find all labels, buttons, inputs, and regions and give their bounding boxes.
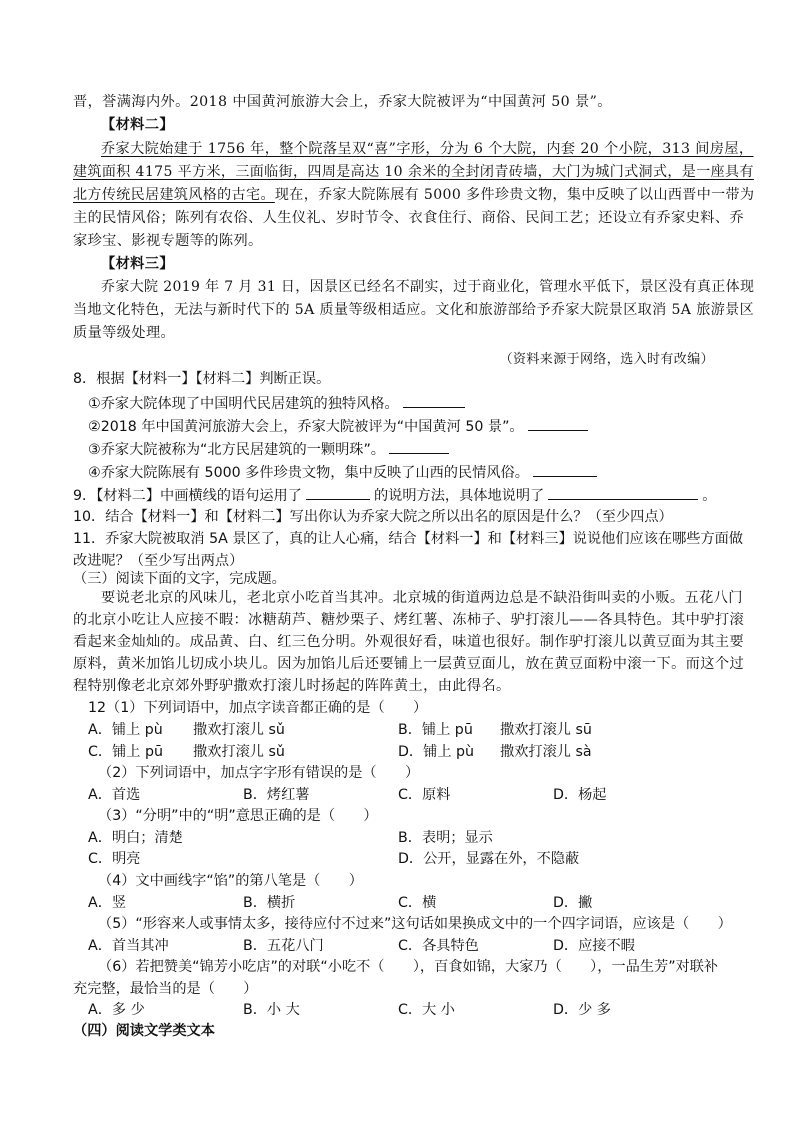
- option-a[interactable]: A．首选: [88, 787, 141, 803]
- material1-tail: 晋，誉满海内外。2018 中国黄河旅游大会上，乔家大院被评为“中国黄河 50 景”。: [73, 94, 612, 110]
- option-a[interactable]: A．首当其冲: [88, 938, 169, 954]
- passage-line: 原料，黄米加馅儿切成小块儿。因为加馅儿后还要铺上一层黄豆面儿，放在黄豆面粉中滚一下。而这个过: [73, 656, 745, 672]
- option-text: 铺上 pū: [421, 722, 473, 738]
- q8-item: [88, 462, 597, 483]
- option-b[interactable]: B．横折: [243, 895, 296, 911]
- q8-item: [88, 439, 449, 460]
- option-d[interactable]: D．应接不暇: [553, 938, 635, 954]
- option-d[interactable]: D．少 多: [553, 1002, 611, 1018]
- material2-line: 主的民情风俗；陈列有农俗、人生仪礼、岁时节令、衣食住行、商俗、民间工艺；还设立有乔家史料、乔: [73, 210, 745, 226]
- option-d-second: 撒欢打滚儿 sà: [500, 744, 592, 760]
- section3-heading: （三）阅读下面的文字，完成题。: [73, 571, 286, 587]
- q12-5-stem: （5）“形容来人或事情太多，接待应付不过来”这句话如果换成文中的一个四字词语，应该是（ ）: [98, 916, 732, 932]
- q10: 10．结合【材料一】和【材料二】写出你认为乔家大院之所以出名的原因是什么？（至少四点）: [73, 509, 673, 525]
- option-letter: C．: [88, 744, 113, 760]
- q12-1-stem: 12（1）下列词语中，加点字读音都正确的是（ ）: [88, 700, 428, 716]
- option-text: 铺上 pù: [423, 744, 475, 760]
- material2-line: [73, 185, 754, 205]
- q8-item-text: ②2018 年中国黄河旅游大会上，乔家大院被评为“中国黄河 50 景”。: [88, 419, 524, 435]
- q8-item-text: ④乔家大院陈展有 5000 多件珍贵文物，集中反映了山西的民情风俗。: [88, 465, 529, 481]
- material2-underlined-line: 北方传统民居建筑风格的古宅。: [73, 187, 275, 203]
- passage-line: 的北京小吃让人应接不暇：冰糖葫芦、糖炒栗子、烤红薯、冻柿子、驴打滚儿——各具特色。其中驴打滚: [73, 612, 745, 628]
- q9-text: 。: [702, 488, 717, 504]
- option-b[interactable]: B．烤红薯: [243, 787, 310, 803]
- option-c[interactable]: [88, 742, 163, 762]
- answer-blank[interactable]: [403, 393, 465, 408]
- q8-item-text: ③乔家大院被称为“北方民居建筑的一颗明珠”。: [88, 442, 385, 458]
- q8-stem: 8．根据【材料一】【材料二】判断正误。: [73, 371, 331, 387]
- material2-header: 【材料二】: [101, 117, 174, 133]
- material2-line3-rest: 现在，乔家大院陈展有 5000 多件珍贵文物，集中反映了以山西晋中一带为: [274, 187, 755, 203]
- material2-underlined-line: 乔家大院始建于 1756 年，整个院落呈双“喜”字形，分为 6 个大院，内套 20 个小院，313 间房屋，: [101, 141, 754, 157]
- option-letter: A．: [88, 722, 112, 738]
- passage-line: 程特别像老北京郊外野驴撒欢打滚儿时扬起的阵阵黄土，由此得名。: [73, 678, 511, 694]
- q12-6-stem-line: 充完整，最恰当的是（ ）: [73, 981, 258, 997]
- option-c[interactable]: C．明亮: [88, 851, 141, 867]
- option-letter: B．: [398, 722, 422, 738]
- material3-line: 质量等级处理。: [73, 325, 176, 341]
- option-d[interactable]: D．撇: [553, 895, 593, 911]
- option-c[interactable]: C．原料: [398, 787, 451, 803]
- q8-item-text: ①乔家大院体现了中国明代民居建筑的独特风格。: [88, 396, 399, 412]
- option-text: 铺上 pù: [111, 722, 163, 738]
- answer-blank[interactable]: [548, 485, 698, 500]
- option-c[interactable]: C．横: [398, 895, 437, 911]
- material-source: （资料来源于网络，选入时有改编）: [499, 352, 714, 367]
- option-c[interactable]: C．各具特色: [398, 938, 479, 954]
- option-a[interactable]: A．明白；清楚: [88, 830, 183, 846]
- q8-item: [88, 416, 588, 437]
- option-b[interactable]: B．五花八门: [243, 938, 324, 954]
- q12-6-stem-line: （6）若把赞美“锦芳小吃店”的对联“小吃不（ ），百食如锦，大家乃（ ），一品生芳”对联补: [98, 959, 719, 975]
- material3-line: 乔家大院 2019 年 7 月 31 日，因景区已经名不副实，过于商业化，管理水平低下，景区没有真正体现: [101, 279, 755, 295]
- passage-line: 要说老北京的风味儿，老北京小吃首当其冲。北京城的街道两边总是不缺沿街叫卖的小贩。五花八门: [101, 590, 743, 606]
- option-a[interactable]: A．多 少: [88, 1002, 145, 1018]
- answer-blank[interactable]: [528, 416, 588, 431]
- option-c[interactable]: C．大 小: [398, 1002, 455, 1018]
- option-a[interactable]: [88, 720, 163, 740]
- option-d[interactable]: D．杨起: [553, 787, 607, 803]
- q11-line: 11．乔家大院被取消 5A 景区了，真的让人心痛，结合【材料一】和【材料三】说说他们应该在哪些方面做: [73, 531, 744, 547]
- q8-item: [88, 393, 465, 414]
- option-a[interactable]: A．竖: [88, 895, 127, 911]
- q11-line: 改进呢？（至少写出两点）: [73, 553, 244, 569]
- option-letter: D．: [398, 744, 424, 760]
- option-b[interactable]: [398, 720, 473, 740]
- option-text: 铺上 pū: [112, 744, 163, 760]
- option-a-second: 撒欢打滚儿 sǔ: [193, 722, 285, 738]
- option-d[interactable]: [398, 742, 474, 762]
- q12-4-stem: （4）文中画线字“馅”的第八笔是（ ）: [98, 873, 363, 889]
- option-b-second: 撒欢打滚儿 sū: [500, 722, 592, 738]
- answer-blank[interactable]: [306, 485, 370, 500]
- material2-line: 家珍宝、影视专题等的陈列。: [73, 233, 263, 249]
- q9: [73, 485, 716, 506]
- q12-3-stem: （3）“分明”中的“明”意思正确的是（ ）: [98, 808, 378, 824]
- option-b[interactable]: B．小 大: [243, 1002, 300, 1018]
- passage-line: 看起来金灿灿的。成品黄、白、红三色分明。外观很好看，味道也很好。制作驴打滚儿以黄豆面为其主要: [73, 634, 745, 650]
- option-d[interactable]: D．公开，显露在外，不隐蔽: [398, 851, 580, 867]
- material3-header: 【材料三】: [101, 256, 174, 272]
- option-b[interactable]: B．表明；显示: [398, 830, 493, 846]
- material2-underlined-line: 建筑面积 4175 平方米，三面临街，四周是高达 10 余米的全封闭青砖墙，大门为城门式洞式，是一座具有: [73, 164, 754, 180]
- option-c-second: 撒欢打滚儿 sǔ: [193, 744, 285, 760]
- q9-text: 的说明方法，具体地说明了: [373, 488, 545, 504]
- answer-blank[interactable]: [389, 439, 449, 454]
- material3-line: 当地文化特色，无法与新时代下的 5A 质量等级相适应。文化和旅游部给予乔家大院景区取消 5A 旅游景区: [73, 302, 755, 318]
- q9-text: 9．【材料二】中画横线的语句运用了: [73, 488, 302, 504]
- q12-2-stem: （2）下列词语中，加点字字形有错误的是（ ）: [98, 765, 420, 781]
- answer-blank[interactable]: [533, 462, 597, 477]
- section4-heading: （四）阅读文学类文本: [73, 1023, 215, 1039]
